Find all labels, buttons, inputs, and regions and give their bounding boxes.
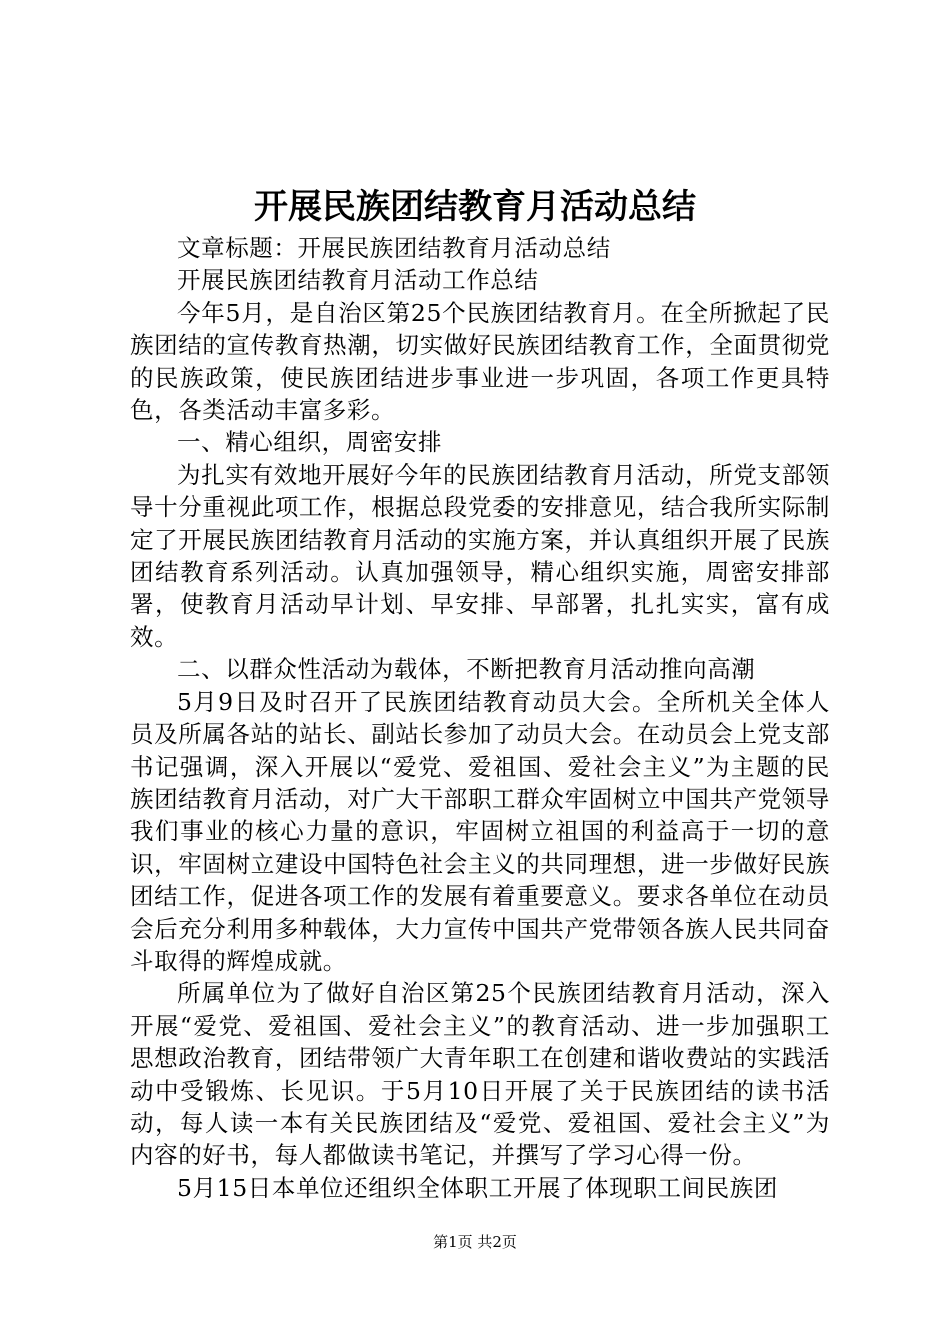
section-heading-2: 二、以群众性活动为载体，不断把教育月活动推向高潮 — [177, 655, 756, 684]
page-footer: 第1页 共2页 — [433, 1233, 517, 1251]
article-title-line: 文章标题：开展民族团结教育月活动总结 — [177, 234, 611, 262]
section-2-paragraph-1: 5月9日及时召开了民族团结教育动员大会。全所机关全体人员及所属各站的站长、副站长参加了动员大会。在动员会上党支部书记强调，深入开展以“爱党、爱祖国、爱社会主义”为主题的民族团结教育月活动，对广大干部职工群众牢固树立中国共产党领导我们事业的核心力量的意识，牢固树立祖国的利益高于一切的意识，牢固树立建设中国特色社会主义的共同理想，进一步做好民族团结工作，促进各项工作的发展有着重要意义。要求各单位在动员会后充分利用多种载体，大力宣传中国共产党带领各族人民共同奋斗取得的辉煌成就。 — [130, 687, 830, 975]
subtitle-line: 开展民族团结教育月活动工作总结 — [177, 266, 539, 295]
intro-paragraph: 今年5月，是自治区第25个民族团结教育月。在全所掀起了民族团结的宣传教育热潮，切实做好民族团结教育工作，全面贯彻党的民族政策，使民族团结进步事业进一步巩固，各项工作更具特色，各类活动丰富多彩。 — [130, 298, 830, 425]
section-heading-1: 一、精心组织，周密安排 — [177, 428, 443, 457]
section-2-paragraph-3: 5月15日本单位还组织全体职工开展了体现职工间民族团 — [177, 1173, 778, 1202]
section-2-paragraph-2: 所属单位为了做好自治区第25个民族团结教育月活动，深入开展“爱党、爱祖国、爱社会主义”的教育活动、进一步加强职工思想政治教育，团结带领广大青年职工在创建和谐收费站的实践活动中受锻炼、长见识。于5月10日开展了关于民族团结的读书活动，每人读一本有关民族团结及“爱党、爱祖国、爱社会主义”为内容的好书，每人都做读书笔记，并撰写了学习心得一份。 — [130, 979, 830, 1170]
document-title: 开展民族团结教育月活动总结 — [254, 187, 696, 227]
section-1-paragraph: 为扎实有效地开展好今年的民族团结教育月活动，所党支部领导十分重视此项工作，根据总段党委的安排意见，结合我所实际制定了开展民族团结教育月活动的实施方案，并认真组织开展了民族团结教育系列活动。认真加强领导，精心组织实施，周密安排部署，使教育月活动早计划、早安排、早部署，扎扎实实，富有成效。 — [130, 460, 830, 651]
document-body — [130, 232, 830, 1204]
